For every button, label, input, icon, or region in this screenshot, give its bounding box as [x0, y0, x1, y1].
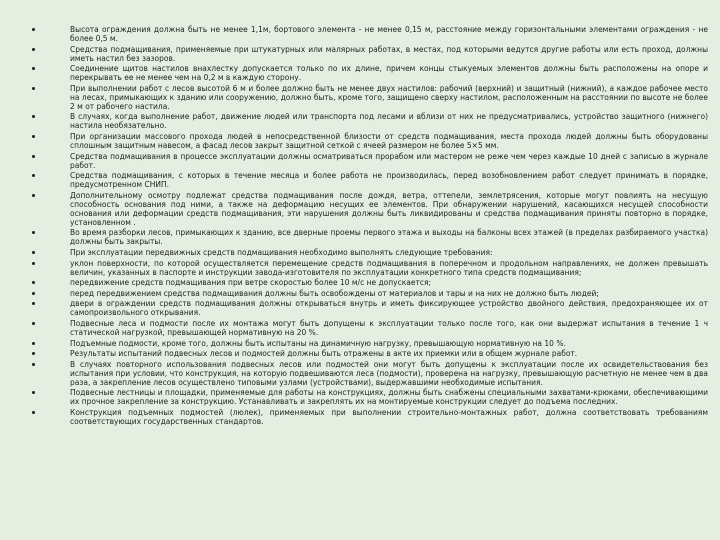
bullet-icon	[32, 67, 35, 70]
list-item-text: передвижение средств подмащивания при ветре скоростью более 10 м/с не допускается;	[70, 278, 431, 288]
bullet-icon	[32, 292, 35, 295]
list-item-text: Подвесные леса и подмости после их монтажа могут быть допущены к эксплуатации только после того, как они выдержат испытания в течение 1 ч статической нагрузкой, превышающей нормативную на 20 %.	[70, 318, 708, 337]
list-item-text: уклон поверхности, по которой осуществляется перемещение средств подмащивания в поперечном и продольном направлениях, не должен превышать величин, указанных в паспорте и инструкции завода-изготовителя по эксплуатации конкретного типа средств подмащивания;	[70, 258, 708, 277]
bullet-icon	[32, 251, 35, 254]
list-item-text: Во время разборки лесов, примыкающих к зданию, все дверные проемы первого этажа и выходы на балконы всех этажей (в пределах разбираемого участка) должны быть закрыты.	[70, 228, 708, 247]
list-item-text: Дополнительному осмотру подлежат средства подмащивания после дождя, ветра, оттепели, землетрясения, которые могут повлиять на несущую способность основания под ними, а также на деформацию несущих ее элементов. При обнаружении нарушений, касающихся несущей способности основания или деформации средств подмащивания, эти нарушения должны быть ликвидированы и средства подмащивания приняты повторно в порядке, установленном .	[70, 190, 708, 227]
list-item-text: Конструкция подъемных подмостей (люлек), применяемых при выполнении строительно-монтажных работ, должна соответствовать требованиям соответствующих государственных стандартов.	[70, 407, 708, 426]
list-item-text: Средства подмащивания, с которых в течение месяца и более работа не производилась, перед возобновлением работ следует принимать в порядке, предусмотренном СНИП.	[70, 171, 708, 190]
bullet-icon	[32, 302, 35, 305]
bullet-icon	[32, 115, 35, 118]
bullet-icon	[32, 391, 35, 394]
bullet-icon	[32, 352, 35, 355]
bullet-icon	[32, 87, 35, 90]
list-item	[0, 278, 708, 287]
bullet-icon	[32, 48, 35, 51]
list-item-text: При организации массового прохода людей в непосредственной близости от средств подмащивания, места прохода людей должны быть оборудованы сплошным защитным навесом, а фасад лесов закрыт защитной сеткой с ячеей размером не более 5×5 мм.	[70, 131, 708, 150]
bullet-icon	[32, 135, 35, 138]
list-item	[0, 319, 708, 337]
bullet-icon	[32, 342, 35, 345]
list-item	[0, 191, 708, 227]
list-item	[0, 259, 708, 277]
list-item	[0, 228, 708, 246]
list-item	[0, 45, 708, 63]
requirements-list	[0, 25, 708, 426]
bullet-icon	[32, 155, 35, 158]
list-item	[0, 360, 708, 387]
bullet-icon	[32, 262, 35, 265]
list-item-text: Подъемные подмости, кроме того, должны быть испытаны на динамичную нагрузку, превышающую нормативную на 10 %.	[70, 338, 566, 348]
list-item	[0, 339, 708, 348]
bullet-icon	[32, 194, 35, 197]
list-item-text: Средства подмащивания в процессе эксплуатации должны осматриваться прорабом или мастером не реже чем через каждые 10 дней с записью в журнале работ.	[70, 151, 708, 170]
list-item-text: Средства подмащивания, применяемые при штукатурных или малярных работах, в местах, под которыми ведутся другие работы или есть проход, должны иметь настил без зазоров.	[70, 44, 708, 63]
list-item-text: При выполнении работ с лесов высотой 6 м и более должно быть не менее двух настилов: рабочий (верхний) и защитный (нижний), а каждое рабочее место на лесах, примыкающих к зданию или сооружению, должно быть, кроме того, защищено сверху настилом, расположенным на расстоянии по высоте не более 2 м от рабочего настила.	[70, 83, 708, 111]
list-item	[0, 408, 708, 426]
list-item-text: В случаях, когда выполнение работ, движение людей или транспорта под лесами и вблизи от них не предусматривались, устройство защитного (нижнего) настила необязательно.	[70, 112, 708, 131]
bullet-icon	[32, 231, 35, 234]
list-item	[0, 248, 708, 257]
list-item-text: Соединение щитов настилов внахлестку допускается только по их длине, причем концы стыкуемых элементов должны быть расположены на опоре и перекрывать ее не менее чем на 0,2 м в каждую сторону.	[70, 64, 708, 83]
bullet-icon	[32, 28, 35, 31]
list-item	[0, 84, 708, 111]
list-item-text: В случаях повторного использования подвесных лесов или подмостей они могут быть допущены к эксплуатации после их освидетельствования без испытания при условии, что конструкция, на которую подвешиваются леса (подмости), проверена на нагрузку, превышающую расчетную не менее чем в два раза, а закрепление лесов осуществлено типовыми узлами (устройствами), выдержавшими необходимые испытания.	[70, 359, 708, 387]
list-item	[0, 132, 708, 150]
list-item-text: Высота ограждения должна быть не менее 1,1м, бортового элемента - не менее 0,15 м, расстояние между горизонтальными элементами ограждения - не более 0,5 м.	[70, 25, 708, 43]
list-item	[0, 112, 708, 130]
list-item-text: Результаты испытаний подвесных лесов и подмостей должны быть отражены в акте их приемки или в общем журнале работ.	[70, 349, 578, 359]
bullet-icon	[32, 363, 35, 366]
bullet-icon	[32, 411, 35, 414]
list-item	[0, 349, 708, 358]
bullet-icon	[32, 281, 35, 284]
list-item-text: Подвесные лестницы и площадки, применяемые для работы на конструкциях, должны быть снабжены специальными захватами-крюками, обеспечивающими их прочное закрепление за конструкцию. Устанавливать и закреплять их на монтируемые конструкции следует до подъема последних.	[70, 388, 708, 407]
list-item-text: двери в ограждении средств подмащивания должны открываться внутрь и иметь фиксирующее устройство двойного действия, предохраняющее их от самопроизвольного открывания.	[70, 299, 708, 318]
bullet-icon	[32, 174, 35, 177]
list-item	[0, 388, 708, 406]
list-item	[0, 152, 708, 170]
list-item-text: При эксплуатации передвижных средств подмащивания необходимо выполнять следующие требования:	[70, 247, 493, 257]
list-item	[0, 64, 708, 82]
list-item	[0, 289, 708, 298]
list-item-text: перед передвижением средства подмащивания должны быть освобождены от материалов и тары и на них не должно быть людей;	[70, 288, 599, 298]
bullet-icon	[32, 322, 35, 325]
list-item	[0, 171, 708, 189]
list-item	[0, 299, 708, 317]
list-item	[0, 25, 708, 43]
